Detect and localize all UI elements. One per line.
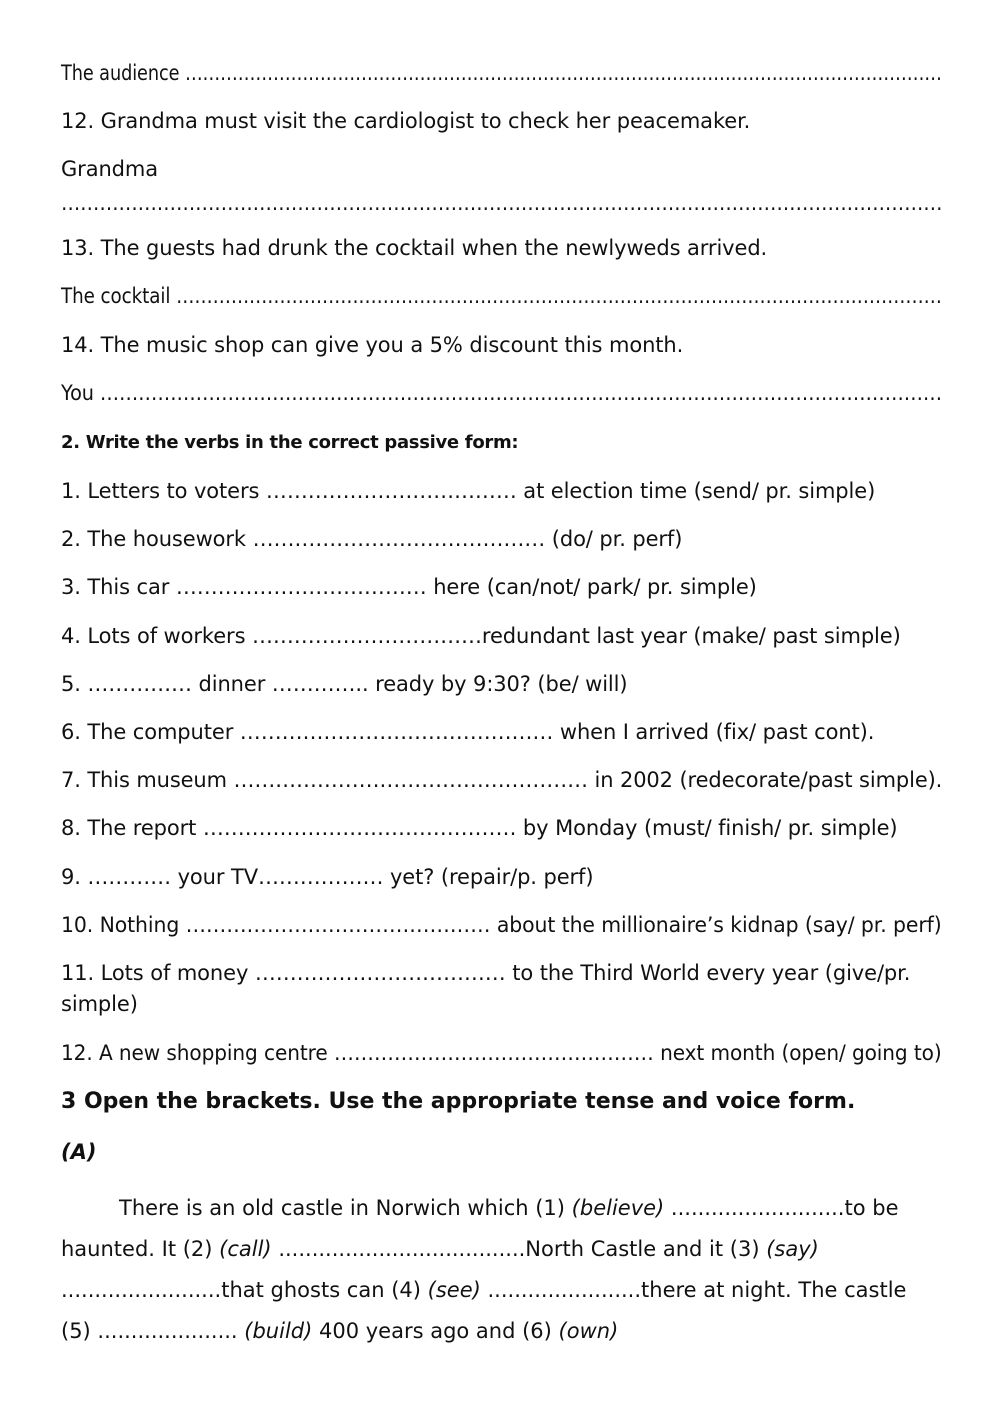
section-2-item: 5. …………… dinner ………….. ready by 9:30? (be/ will) xyxy=(61,672,628,696)
answer-line-cocktail: The cocktail ……………………………………………………………………………………………………………… xyxy=(61,284,942,308)
section-2-item: 7. This museum …………………………………………… in 2002 (redecorate/past simple). xyxy=(61,768,943,792)
section-2-item: 8. The report ……………………………………… by Monday (must/ finish/ pr. simple) xyxy=(61,816,898,840)
section-2-item: 6. The computer ……………………………………… when I arrived (fix/ past cont). xyxy=(61,720,875,744)
section-3-paragraph xyxy=(61,1188,941,1352)
exercise-item-14: 14. The music shop can give you a 5% discount this month. xyxy=(61,333,684,357)
verb-hint: (believe) xyxy=(571,1196,665,1220)
section-2-item-continuation: simple) xyxy=(61,992,138,1016)
answer-line-audience: The audience ………………………………………………………………………………………………………………… xyxy=(61,61,942,85)
section-2-item: 11. Lots of money ……………………………… to the Third World every year (give/pr. xyxy=(61,961,911,985)
exercise-item-13: 13. The guests had drunk the cocktail when the newlyweds arrived. xyxy=(61,236,768,260)
paragraph-text: .....................................North Castle and it (3) xyxy=(271,1237,767,1261)
verb-hint: (own) xyxy=(558,1319,619,1343)
paragraph-text: ..........................to be haunted. It (2) xyxy=(61,1196,899,1261)
section-2-item: 2. The housework …………………………………… (do/ pr. perf) xyxy=(61,527,683,551)
answer-line-grandma: Grandma xyxy=(61,157,159,181)
section-2-item: 10. Nothing ……………………………………… about the millionaire’s kidnap (say/ pr. perf) xyxy=(61,913,942,937)
section-2-item: 1. Letters to voters ……………………………… at election time (send/ pr. simple) xyxy=(61,479,876,503)
section-2-heading: 2. Write the verbs in the correct passive form: xyxy=(61,432,519,453)
paragraph-text: .......................there at night. The castle (5) ..................... xyxy=(61,1278,907,1343)
section-3-heading: 3 Open the brackets. Use the appropriate tense and voice form. xyxy=(61,1089,856,1114)
answer-line-you: You …………………………………………………………………………………………………………………… xyxy=(61,381,943,405)
verb-hint: (see) xyxy=(427,1278,481,1302)
section-3-label: (A) xyxy=(61,1140,97,1164)
section-2-item: 3. This car ……………………………… here (can/not/ park/ pr. simple) xyxy=(61,575,757,599)
verb-hint: (build) xyxy=(244,1319,313,1343)
section-2-item: 4. Lots of workers ……………………………redundant last year (make/ past simple) xyxy=(61,624,901,648)
section-2-item: 9. ………… your TV……………… yet? (repair/p. perf) xyxy=(61,865,594,889)
verb-hint: (call) xyxy=(219,1237,272,1261)
paragraph-text: There is an old castle in Norwich which (1) xyxy=(119,1196,572,1220)
verb-hint: (say) xyxy=(766,1237,819,1261)
section-2-item: 12. A new shopping centre ………………………………………… next month (open/ going to) xyxy=(61,1041,942,1065)
answer-dotted-line: ………………………………………………………………………………………………………………………… xyxy=(61,191,943,215)
paragraph-text: ........................that ghosts can (4) xyxy=(61,1278,428,1302)
exercise-item-12: 12. Grandma must visit the cardiologist to check her peacemaker. xyxy=(61,109,751,133)
paragraph-text: 400 years ago and (6) xyxy=(312,1319,559,1343)
